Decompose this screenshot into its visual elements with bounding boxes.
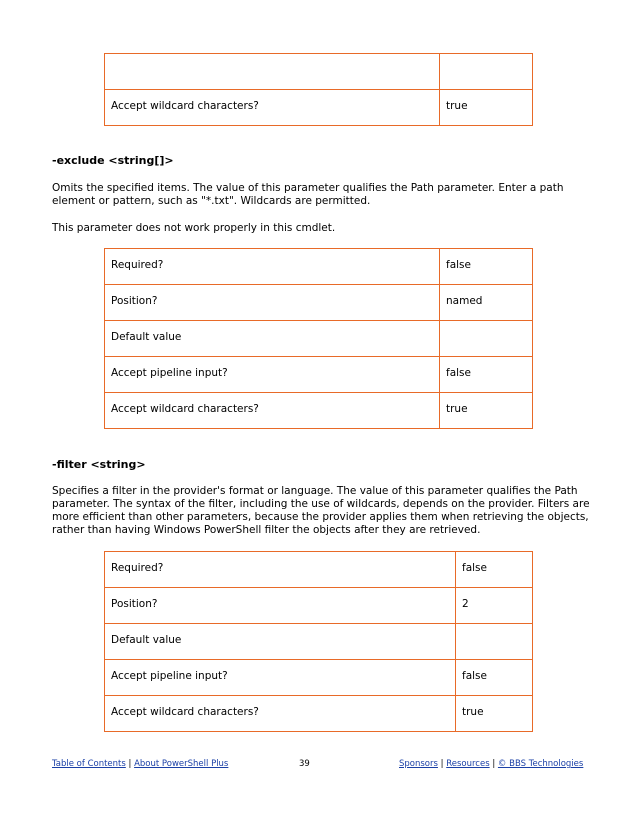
table-row: [105, 321, 533, 357]
param-value-cell: true: [440, 90, 533, 126]
exclude-heading: -exclude <string[]>: [52, 154, 174, 167]
footer-separator: |: [128, 759, 132, 769]
param-value-cell: named: [440, 285, 533, 321]
param-name-cell: Accept wildcard characters?: [105, 393, 440, 429]
resources-link[interactable]: Resources: [446, 759, 490, 769]
param-value-cell: false: [456, 660, 533, 696]
param-name-cell: [105, 54, 440, 90]
param-value-cell: false: [440, 249, 533, 285]
table-row: [105, 285, 533, 321]
table-row: [105, 393, 533, 429]
top-parameter-table: [104, 53, 533, 126]
param-value-cell: false: [456, 552, 533, 588]
footer-separator: |: [492, 759, 496, 769]
table-row: [105, 54, 533, 90]
table-row: [105, 696, 533, 732]
param-name-cell: Accept pipeline input?: [105, 357, 440, 393]
filter-description: Specifies a filter in the provider's format or language. The value of this parameter qualifies the Path parameter. The syntax of the filter, including the use of wildcards, depends on the provider. Filters are more efficient than other parameters, because the provider applies them when retrieving the objects, rather than having Windows PowerShell filter the objects after they are retrieved.: [52, 485, 590, 536]
param-value-cell: [456, 624, 533, 660]
sponsors-link[interactable]: Sponsors: [399, 759, 438, 769]
table-row: [105, 588, 533, 624]
param-name-cell: Default value: [105, 321, 440, 357]
param-name-cell: Accept pipeline input?: [105, 660, 456, 696]
param-name-cell: Position?: [105, 588, 456, 624]
footer-right-links: [399, 759, 583, 769]
param-value-cell: [440, 54, 533, 90]
table-row: [105, 357, 533, 393]
param-name-cell: Default value: [105, 624, 456, 660]
footer-separator: |: [440, 759, 444, 769]
param-name-cell: Required?: [105, 552, 456, 588]
param-value-cell: [440, 321, 533, 357]
filter-parameter-table: [104, 551, 533, 732]
param-name-cell: Accept wildcard characters?: [105, 90, 440, 126]
table-row: [105, 660, 533, 696]
filter-heading: -filter <string>: [52, 458, 146, 471]
param-name-cell: Required?: [105, 249, 440, 285]
page-number: 39: [299, 759, 310, 769]
bbs-technologies-link[interactable]: © BBS Technologies: [497, 759, 584, 769]
param-name-cell: Position?: [105, 285, 440, 321]
table-row: [105, 552, 533, 588]
table-of-contents-link[interactable]: Table of Contents: [52, 759, 126, 769]
footer-left-links: [52, 759, 228, 769]
param-value-cell: true: [456, 696, 533, 732]
param-name-cell: Accept wildcard characters?: [105, 696, 456, 732]
exclude-note: This parameter does not work properly in this cmdlet.: [52, 222, 336, 234]
exclude-parameter-table: [104, 248, 533, 429]
param-value-cell: 2: [456, 588, 533, 624]
exclude-description: Omits the specified items. The value of this parameter qualifies the Path parameter. Enter a path element or pattern, such as "*.txt". Wildcards are permitted.: [52, 182, 564, 207]
param-value-cell: false: [440, 357, 533, 393]
param-value-cell: true: [440, 393, 533, 429]
table-row: [105, 624, 533, 660]
about-powershell-plus-link[interactable]: About PowerShell Plus: [134, 759, 229, 769]
table-row: [105, 90, 533, 126]
table-row: [105, 249, 533, 285]
